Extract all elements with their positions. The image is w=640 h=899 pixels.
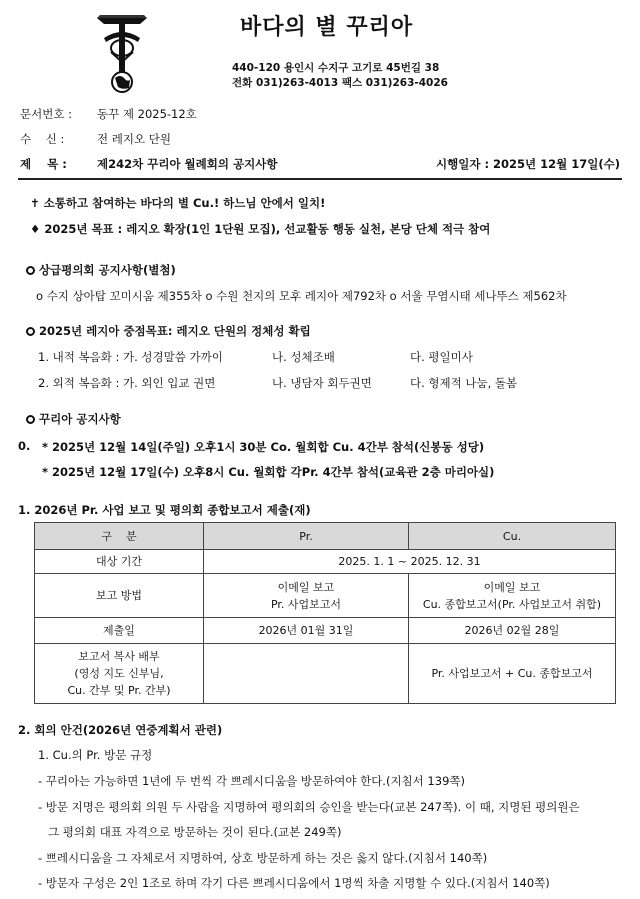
header-rule [18,178,622,180]
doc-no-value: 동꾸 제 2025-12호 [97,107,197,121]
cross-icon: ✝ [30,196,44,210]
sec2-r2b: 나. 냉담자 회두권면 [272,376,372,390]
table-row [35,574,616,618]
org-name: 바다의 별 꾸리아 [240,15,414,40]
due-pr: 2026년 01월 31일 [204,618,409,644]
copy-label-line1: 보고서 복사 배부 [78,650,160,663]
sec1-heading-text: 상급평의회 공지사항(별첨) [39,263,176,277]
period-label: 대상 기간 [35,550,204,574]
method-label: 보고 방법 [35,574,204,618]
th-pr: Pr. [204,523,409,550]
due-cu: 2026년 02월 28일 [409,618,616,644]
goal-text: 2025년 목표 : 레지오 확장(1인 1단원 모집), 선교활동 행동 실천, 본당 단체 적극 참여 [44,222,491,236]
circle-bullet-icon [26,415,35,424]
subject-label: 제 목 : [20,157,67,171]
subject-value: 제242차 꾸리아 월례회의 공지사항 [97,157,278,171]
method-cu [409,574,616,618]
copy-label-line2: (영성 지도 신부님, [74,667,164,680]
sec2-heading [26,323,311,339]
sec5-heading: 2. 회의 안건(2026년 연중계획서 관련) [18,723,223,737]
org-contact: 전화 031)263-4013 팩스 031)263-4026 [232,77,448,89]
sec2-r1a: 1. 내적 복음화 : 가. 성경말씀 가까이 [38,350,223,364]
sec2-r2a: 2. 외적 복음화 : 가. 외인 입교 권면 [38,376,216,390]
method-pr [204,574,409,618]
method-pr-line1: 이메일 보고 [277,580,335,594]
sec1-line: o 수지 상아탑 꼬미시움 제355차 o 수원 천지의 모후 레지아 제792차 o 서울 무염시태 세나뚜스 제562차 [36,289,567,303]
sec2-r1b: 나. 성체조배 [272,350,335,364]
table-row [35,618,616,644]
recipient-value: 전 레지오 단원 [97,132,171,146]
copy-cu: Pr. 사업보고서 + Cu. 종합보고서 [409,644,616,704]
table-row [35,644,616,704]
sec5-sub: 1. Cu.의 Pr. 방문 규정 [38,748,153,762]
period-value: 2025. 1. 1 ~ 2025. 12. 31 [204,550,616,574]
goal-line [30,221,490,237]
report-table [34,522,616,704]
due-label: 제출일 [35,618,204,644]
sec3-heading-text: 꾸리아 공지사항 [39,412,121,426]
th-cu: Cu. [409,523,616,550]
circle-bullet-icon [26,266,35,275]
motto-text: 소통하고 참여하는 바다의 별 Cu.! 하느님 안에서 일치! [43,196,326,210]
recipient-label: 수 신 : [20,132,65,146]
sec5-line2: - 방문 지명은 평의회 의원 두 사람을 지명하여 평의회의 승인을 받는다(교본 247쪽). 이 때, 지명된 평의원은 [38,800,580,814]
circle-bullet-icon [26,327,35,336]
table-header-row [35,523,616,550]
table-row [35,550,616,574]
sec1-heading [26,262,176,278]
th-division: 구 분 [35,523,204,550]
sec3-item1: * 2025년 12월 14일(주일) 오후1시 30분 Co. 월회합 Cu. 4간부 참석(신봉동 성당) [42,440,485,454]
doc-no-label: 문서번호 : [20,107,72,121]
sec3-heading [26,411,121,427]
drop-icon: ♦ [30,222,45,236]
org-address: 440-120 용인시 수지구 고기로 45번길 38 [232,62,440,74]
issue-date: 시행일자 : 2025년 12월 17일(수) [436,157,621,171]
sec4-heading: 1. 2026년 Pr. 사업 보고 및 평의회 종합보고서 제출(재) [18,503,311,517]
sec5-line1: - 꾸리아는 가능하면 1년에 두 번씩 각 쁘레시디움을 방문하여야 한다.(지침서 139쪽) [38,774,465,788]
method-cu-line1: 이메일 보고 [483,580,541,594]
sec3-item2: * 2025년 12월 17일(수) 오후8시 Cu. 월회합 각Pr. 4간부 참석(교육관 2층 마리아실) [42,465,495,479]
sec2-r2c: 다. 형제적 나눔, 돌봄 [410,376,518,390]
motto-line [30,195,325,211]
method-pr-line2: Pr. 사업보고서 [270,597,342,611]
copy-label [35,644,204,704]
method-cu-line2: Cu. 종합보고서(Pr. 사업보고서 취합) [422,597,602,611]
sec2-heading-text: 2025년 레지아 중점목표: 레지오 단원의 정체성 확립 [39,324,311,338]
sec2-r1c: 다. 평일미사 [410,350,473,364]
sec3-num: 0. [18,439,31,453]
sec5-line3: - 쁘레시디움을 그 자체로서 지명하여, 상호 방문하게 하는 것은 옳지 않다.(지침서 140쪽) [38,851,488,865]
copy-label-line3: Cu. 간부 및 Pr. 간부) [67,684,171,697]
sec5-line2b: 그 평의회 대표 자격으로 방문하는 것이 된다.(교본 249쪽) [48,825,342,839]
sec5-line4: - 방문자 구성은 2인 1조로 하며 각기 다른 쁘레시디움에서 1명씩 차출 지명할 수 있다.(지침서 140쪽) [38,876,550,890]
legion-emblem [94,8,150,94]
copy-pr [204,644,409,704]
